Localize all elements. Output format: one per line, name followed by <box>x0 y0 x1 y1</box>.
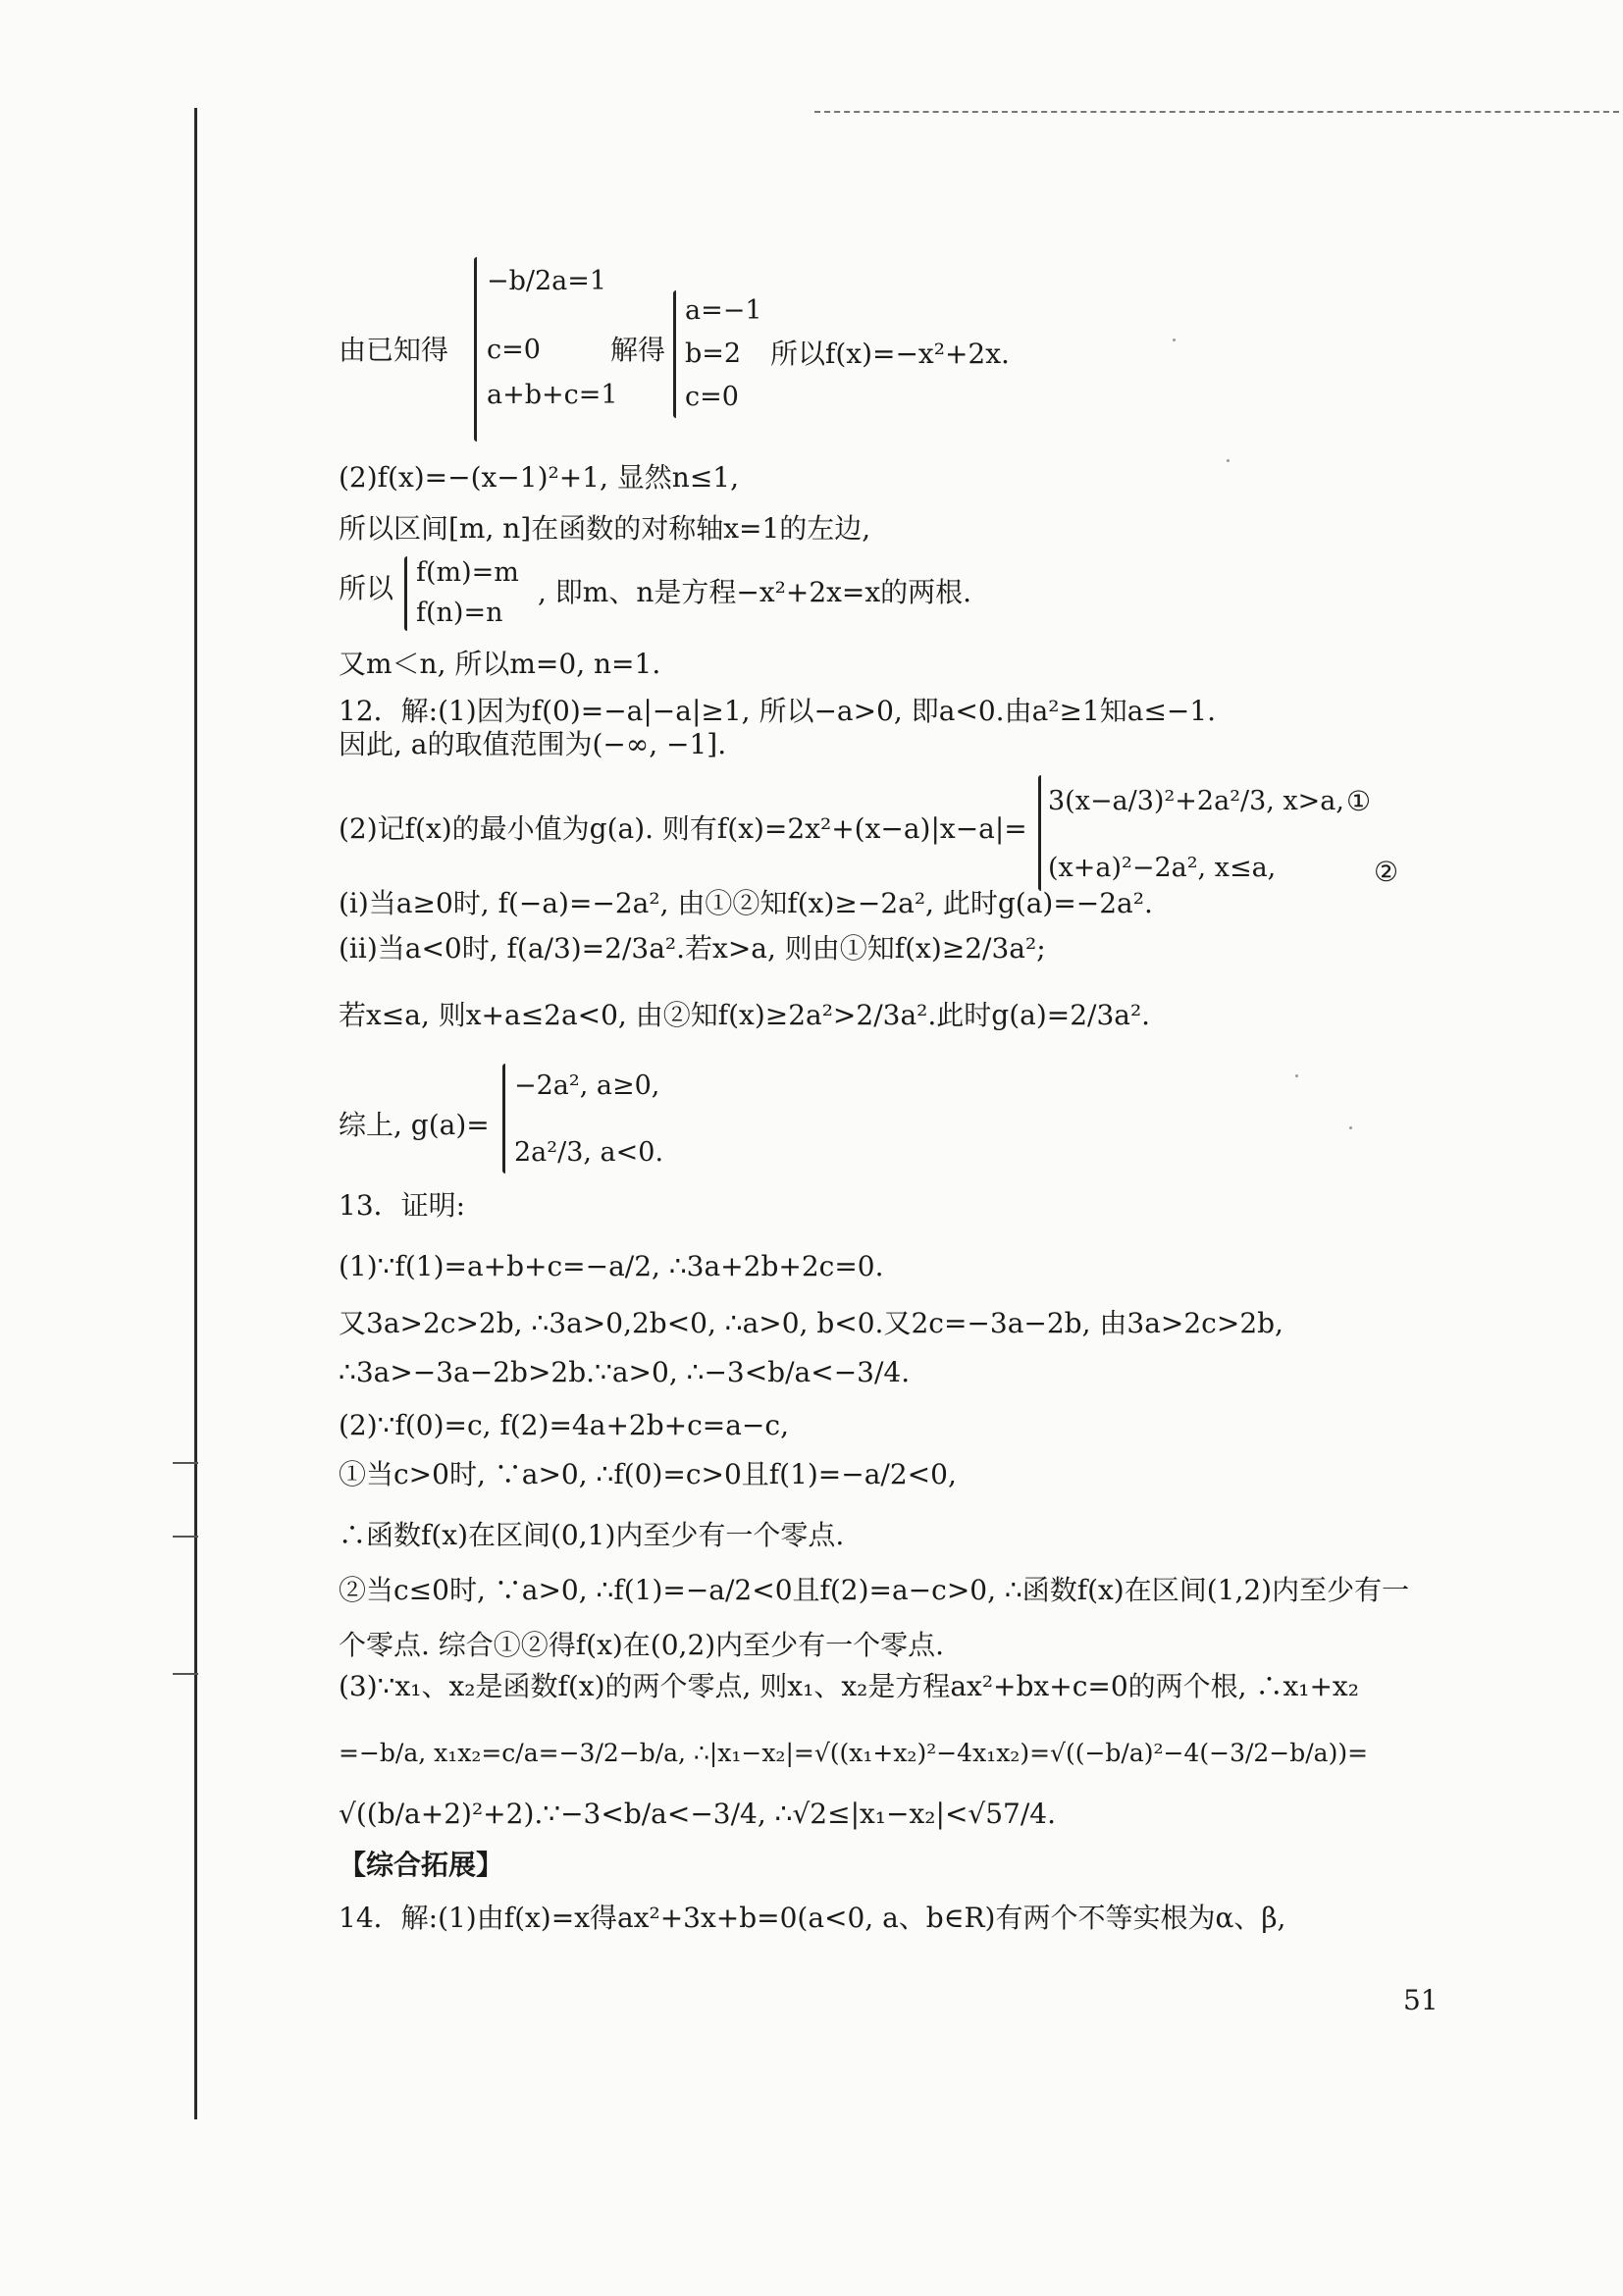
text-line: 所以区间[m, n]在函数的对称轴x=1的左边, <box>339 512 871 545</box>
problem-13-line: 个零点. 综合①②得f(x)在(0,2)内至少有一个零点. <box>339 1629 945 1661</box>
margin-tick <box>173 1462 198 1464</box>
margin-tick <box>173 1673 198 1675</box>
problem-14-line: 14．解:(1)由f(x)=x得ax²+3x+b=0(a<0, a、b∈R)有两个不等实根为α、β, <box>339 1902 1286 1934</box>
text-line: , 即m、n是方程−x²+2x=x的两根. <box>538 576 972 608</box>
system-eq: a+b+c=1 <box>487 380 618 410</box>
problem-12-line: (ⅰ)当a≥0时, f(−a)=−2a², 由①②知f(x)≥−2a², 此时g(a)=−2a². <box>339 887 1153 919</box>
text-line: (2)f(x)=−(x−1)²+1, 显然n≤1, <box>339 461 740 494</box>
margin-tick <box>173 1536 198 1538</box>
page-number: 51 <box>1403 1984 1439 2016</box>
problem-13-line: ②当c≤0时, ∵a>0, ∴f(1)=−a/2<0且f(2)=a−c>0, ∴函数f(x)在区间(1,2)内至少有一 <box>339 1574 1410 1606</box>
scan-speck <box>1173 339 1176 341</box>
system-eq: c=0 <box>487 335 541 365</box>
problem-12-line: 因此, a的取值范围为(−∞, −1]. <box>339 728 727 760</box>
left-brace <box>404 556 407 631</box>
case-marker: ① <box>1346 785 1372 817</box>
system-eq: c=0 <box>685 382 739 412</box>
problem-13-line: √((b/a+2)²+2).∵−3<b/a<−3/4, ∴√2≤|x₁−x₂|<√57/4. <box>339 1798 1057 1830</box>
problem-13-line: ∴3a>−3a−2b>2b.∵a>0, ∴−3<b/a<−3/4. <box>339 1356 911 1388</box>
piecewise-case: 2a²/3, a<0. <box>514 1137 664 1168</box>
system-eq: a=−1 <box>685 295 762 326</box>
solve-label: 解得 <box>610 334 666 366</box>
piecewise-case: −2a², a≥0, <box>514 1070 660 1101</box>
problem-13-line: (1)∵f(1)=a+b+c=−a/2, ∴3a+2b+2c=0. <box>339 1250 884 1282</box>
problem-13-line: =−b/a, x₁x₂=c/a=−3/2−b/a, ∴|x₁−x₂|=√((x₁+x₂)²−4x₁x₂)=√((−b/a)²−4(−3/2−b/a))= <box>339 1739 1369 1767</box>
problem-13-line: ①当c>0时, ∵a>0, ∴f(0)=c>0且f(1)=−a/2<0, <box>339 1458 957 1490</box>
system-eq: f(m)=m <box>416 557 519 588</box>
left-brace <box>673 290 676 418</box>
system-eq: b=2 <box>685 339 742 369</box>
text-line: 又m＜n, 所以m=0, n=1. <box>339 648 661 680</box>
system-eq: −b/2a=1 <box>487 266 607 296</box>
problem-13-title: 13．证明: <box>339 1189 466 1222</box>
section-heading: 【综合拓展】 <box>339 1849 504 1881</box>
problem-12-line: (ⅱ)当a<0时, f(a/3)=2/3a².若x>a, 则由①知f(x)≥2/3a²; <box>339 932 1046 965</box>
left-brace <box>502 1064 505 1174</box>
left-brace <box>1038 775 1041 891</box>
scan-speck <box>1349 1126 1352 1129</box>
left-brace <box>474 257 477 442</box>
problem-13-line: (2)∵f(0)=c, f(2)=4a+2b+c=a−c, <box>339 1409 789 1441</box>
sys-intro: 由已知得 <box>339 334 449 366</box>
problem-13-line: (3)∵x₁、x₂是函数f(x)的两个零点, 则x₁、x₂是方程ax²+bx+c=0的两个根, ∴x₁+x₂ <box>339 1670 1359 1702</box>
problem-13-line: ∴函数f(x)在区间(0,1)内至少有一个零点. <box>339 1519 845 1551</box>
system-eq: f(n)=n <box>416 598 503 628</box>
scan-speck <box>1295 1074 1298 1077</box>
binding-margin-line <box>194 108 197 2119</box>
problem-13-line: 又3a>2c>2b, ∴3a>0,2b<0, ∴a>0, b<0.又2c=−3a−2b, 由3a>2c>2b, <box>339 1307 1283 1339</box>
conclusion: 所以f(x)=−x²+2x. <box>770 338 1010 370</box>
piecewise-case: 3(x−a/3)²+2a²/3, x>a, <box>1048 786 1344 816</box>
problem-12-line: 12．解:(1)因为f(0)=−a|−a|≥1, 所以−a>0, 即a<0.由a²≥1知a≤−1. <box>339 695 1217 727</box>
piecewise-case: (x+a)²−2a², x≤a, <box>1048 853 1277 883</box>
summary-intro: 综上, g(a)= <box>339 1109 490 1141</box>
problem-12-line: (2)记f(x)的最小值为g(a). 则有f(x)=2x²+(x−a)|x−a|= <box>339 812 1027 845</box>
so-label: 所以 <box>339 572 394 604</box>
problem-12-line: 若x≤a, 则x+a≤2a<0, 由②知f(x)≥2a²>2/3a².此时g(a)=2/3a². <box>339 999 1151 1031</box>
top-dashed-rule <box>814 111 1619 113</box>
scan-speck <box>1227 459 1230 462</box>
case-marker: ② <box>1374 856 1399 888</box>
